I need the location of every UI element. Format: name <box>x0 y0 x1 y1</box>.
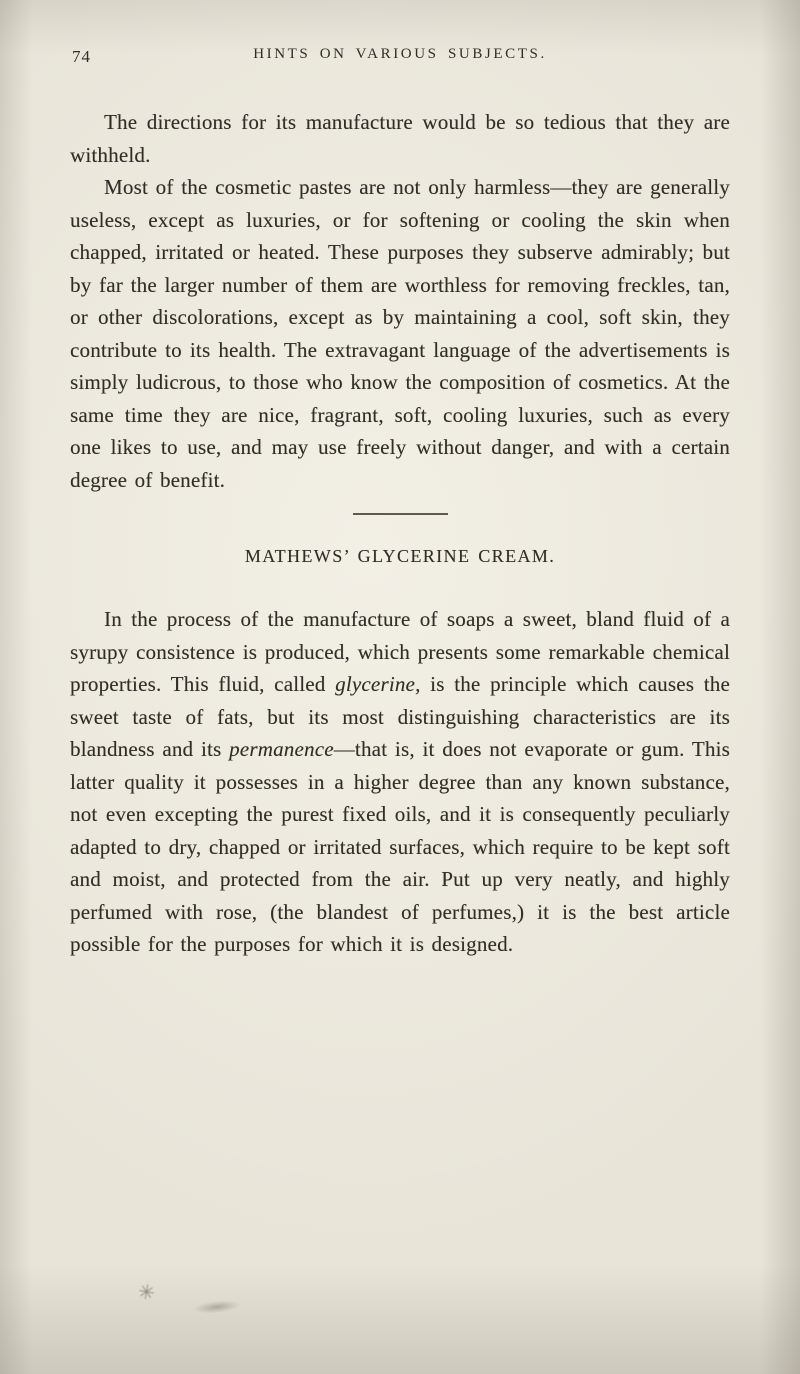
paragraph-glycerine <box>70 603 730 961</box>
ink-smudge-streak <box>193 1299 242 1316</box>
text-segment: is the principle which causes the sweet taste of fats, but its most distinguishing characteristics are its blandness and its <box>70 672 731 761</box>
ink-smudge-mark-icon: ✳ <box>136 1280 157 1306</box>
paragraph-directions: The directions for its manufacture would be so tedious that they are withheld. <box>70 110 730 167</box>
running-header-title: HINTS ON VARIOUS SUBJECTS. <box>253 46 547 62</box>
page-number: 74 <box>72 47 91 66</box>
italic-term-permanence: permanence <box>229 737 334 761</box>
text-segment: —that is, it does not evaporate or gum. This latter quality it possesses in a higher degree than any known substance, not even excepting the purest fixed oils, and it is consequently peculiarly adapted to dry, chapped or irritated surfaces, which require to be kept soft and moist, and protected from the air. Put up very neatly, and highly perfumed with rose, (the blandest of perfumes,) it is the best article possible for the purposes for which it is designed. <box>70 737 730 956</box>
section-heading: MATHEWS’ GLYCERINE CREAM. <box>244 546 556 566</box>
paragraph-cosmetic-pastes: Most of the cosmetic pastes are not only harmless—they are generally useless, except as luxuries, or for softening or cooling the skin when chapped, irritated or heated. These purposes they subserve admirably; but by far the larger number of them are worthless for removing freckles, tan, or other discolorations, except as by maintaining a cool, soft skin, they contribute to its health. The extravagant language of the advertisements is simply ludicrous, to those who know the composition of cosmetics. At the same time they are nice, fragrant, soft, cooling luxuries, such as every one likes to use, and may use freely without danger, and with a certain degree of benefit. <box>70 175 730 492</box>
running-header <box>70 46 730 68</box>
italic-term-glycerine: glycerine, <box>335 672 421 696</box>
text-segment: In the process of the manufacture of soaps a sweet, bland fluid of a syrupy consistence is produced, which presents some remarkable chemical properties. This fluid, called <box>70 607 730 696</box>
section-divider <box>353 513 448 515</box>
